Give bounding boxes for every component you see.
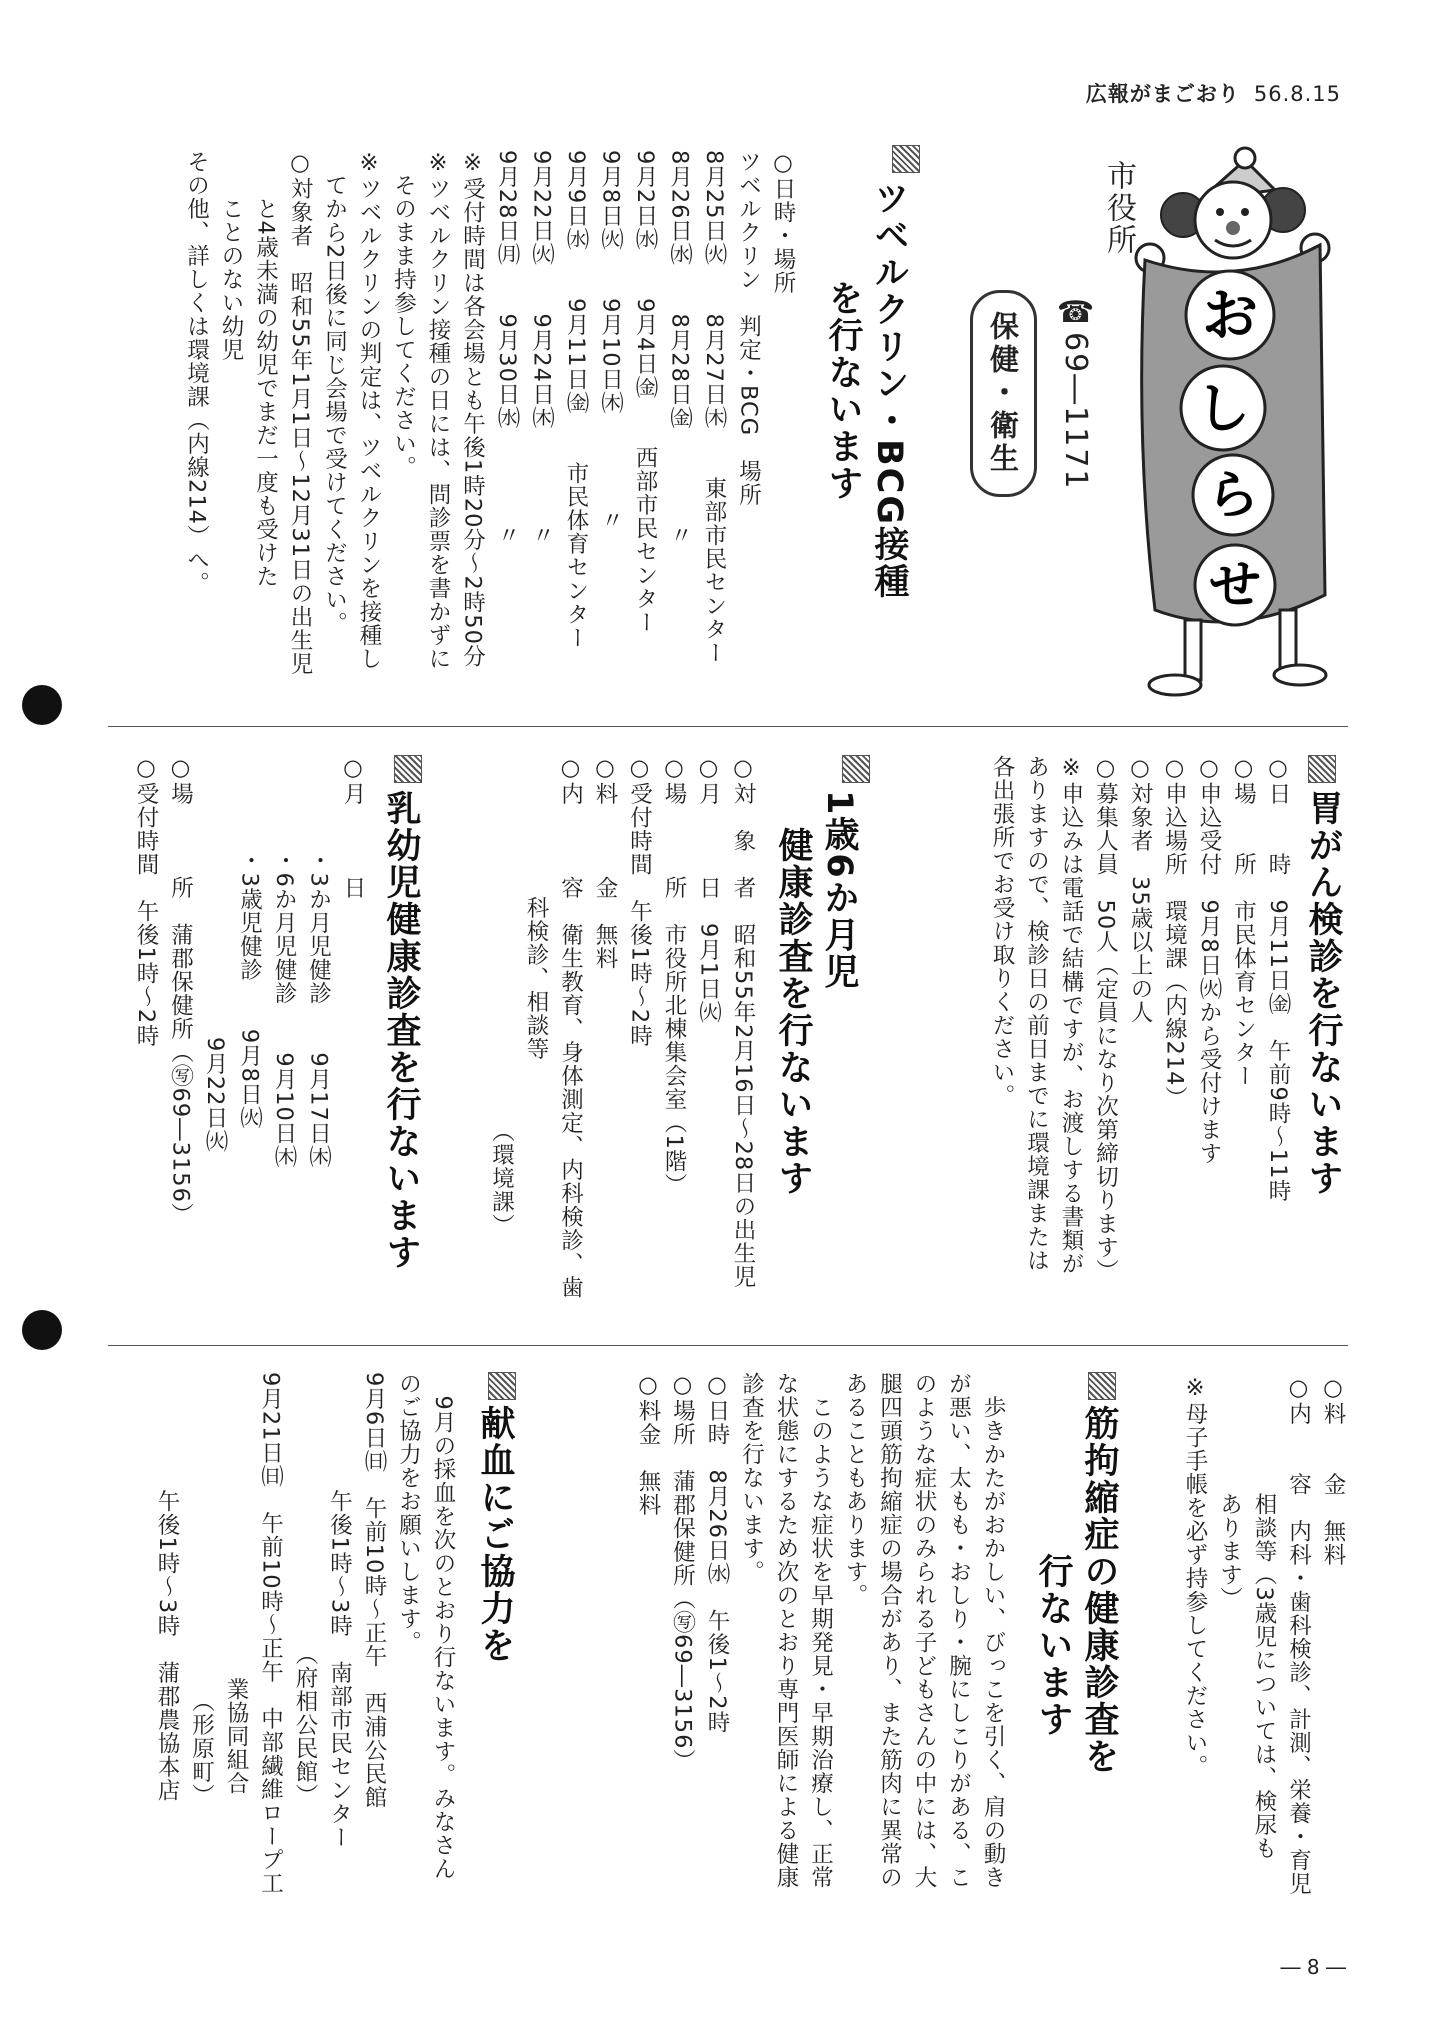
section-mark-infant (394, 755, 422, 783)
infant-line: ・3歳児健診 9月8日㈫ (236, 755, 263, 1130)
infant-cont-line: ○内 容 内科・歯科検診、計測、栄養・育児 (1285, 1375, 1312, 1896)
divider-upper (108, 726, 1348, 727)
category-badge: 保健・衛生 (970, 290, 1037, 497)
tuberculin-body (120, 150, 800, 710)
muscle-line: が悪い、太もも・おしり・腕にしこりがある、こ (945, 1372, 972, 1889)
infant-line: ・3か月児健診 9月17日㈭ (305, 755, 332, 1169)
tb-line: 9月22日㈫ 9月24日㈭ 〃 (528, 150, 555, 548)
tb-line: その他、詳しくは環境課（内線214）へ。 (183, 150, 210, 596)
infant-cont-line: 相談等（3歳児については、検尿も (1251, 1375, 1277, 1861)
muscle-line: あることもあります。 (842, 1372, 868, 1607)
tb-line: てから2日後に同じ会場で受けてください。 (321, 150, 348, 636)
blood-line: 9月の採血を次のとおり行ないます。みなさん (430, 1372, 456, 1881)
checkup18-line: （環境課） (488, 755, 515, 1238)
tb-line: ※受付時間は各会場とも午後1時20分～2時50分 (459, 150, 486, 669)
muscle-line: ○場所 蒲郡保健所（㊢69―3156） (669, 1372, 696, 1773)
tb-line: 8月26日㈬ 8月28日㈮ 〃 (666, 150, 693, 548)
publication-name: 広報がまごおり (1085, 82, 1240, 106)
mascot-letter-shi: し (1196, 377, 1250, 440)
gastric-line: ○申込受付 9月8日㈫から受付けます (1196, 755, 1222, 1166)
page-header (1086, 78, 1341, 108)
blood-body (120, 1372, 460, 1932)
tb-line: ○日時・場所 (770, 150, 796, 295)
oshirase-mascot-illustration (1105, 140, 1355, 700)
section-mark-blood (488, 1372, 516, 1400)
gastric-line: ※申込みは電話で結構ですが、お渡しする書類が (1058, 755, 1084, 1276)
infant-continued-body (1150, 1375, 1350, 1935)
mascot-letter-se: せ (1208, 556, 1262, 616)
muscle-line: のような症状のみられる子どもさんの中には、大 (911, 1372, 937, 1889)
gastric-body (915, 755, 1295, 1335)
infant-body (120, 755, 370, 1335)
checkup18-body (470, 755, 760, 1335)
muscle-title: 筋拘縮症の健康診査を 行ないます (1033, 1405, 1119, 1775)
page-number: ― 8 ― (1280, 1955, 1346, 1979)
gastric-title: 胃がん検診を行ないます (1303, 790, 1343, 1197)
gastric-line: 各出張所でお受け取りください。 (989, 755, 1015, 1108)
infant-title: 乳幼児健康診査を行ないます (381, 790, 421, 1271)
checkup18-line: 科検診、相談等 (523, 755, 549, 1061)
tb-line: ○対象者 昭和55年1月1日～12月31日の出生児 (287, 150, 313, 676)
checkup18-line: ○内 容 衛生教育、身体測定、内科検診、歯 (557, 755, 584, 1299)
muscle-line: ○日時 8月26日㈬ 午後1～2時 (704, 1372, 730, 1735)
checkup18-line: ○料 金 無料 (592, 755, 618, 970)
tb-line: 9月2日㈬ 9月4日㈮ 西部市民センター (632, 150, 658, 635)
blood-line: 午後1時～3時 南部市民センター (326, 1372, 353, 1850)
section-mark-tuberculin (892, 145, 920, 173)
blood-line: 業協同組合 (223, 1372, 249, 1795)
checkup18-line: ○場 所 市役所北棟集会室（1階） (661, 755, 687, 1197)
tb-line: と4歳未満の幼児でまだ一度も受けた (252, 150, 279, 589)
checkup18-line: ○月 日 9月1日㈫ (695, 755, 722, 1025)
gastric-line: ○対象者 35歳以上の人 (1127, 755, 1153, 1025)
infant-cont-line: ○料 金 無料 (1320, 1375, 1346, 1567)
infant-cont-line: あります） (1216, 1375, 1243, 1610)
tb-line: 9月8日㈫ 9月10日㈭ 〃 (597, 150, 624, 533)
gastric-line: ありますので、検診日の前日までに環境課または (1023, 755, 1050, 1272)
muscle-line: 腿四頭筋拘縮症の場合があり、また筋肉に異常の (876, 1372, 903, 1889)
checkup18-title: 1歳6か月児 健康診査を行ないます (773, 790, 859, 1197)
tb-line: ことのない幼児 (218, 150, 244, 362)
infant-line: ○受付時間 午後1時～2時 (133, 755, 159, 1048)
gastric-line: ○場 所 市民体育センター (1230, 755, 1257, 1088)
tb-line: ※ツベルクリンの判定は、ツベルクリンを接種し (356, 150, 382, 671)
tb-line: ※ツベルクリン接種の日には、問診票を書かずに (425, 150, 451, 671)
muscle-line: 診査を行ないます。 (738, 1372, 765, 1584)
blood-line: （形原町） (188, 1372, 215, 1808)
muscle-line: 歩きかたがおかしい、びっこを引く、肩の動き (980, 1372, 1006, 1889)
muscle-line: このような症状を早期発見・早期治療し、正常 (807, 1372, 834, 1889)
gastric-line: ○申込場所 環境課（内線214） (1161, 755, 1188, 1110)
blood-line: のご協力をお願いします。 (395, 1372, 422, 1654)
infant-line: ○場 所 蒲郡保健所（㊢69―3156） (167, 755, 194, 1227)
tb-line: 8月25日㈫ 8月27日㈭ 東部市民センター (701, 150, 727, 665)
office-phone: ☎69―1171 (1058, 295, 1093, 491)
tb-line: 9月28日㈪ 9月30日㈬ 〃 (494, 150, 520, 548)
binder-hole-top (22, 685, 62, 725)
infant-line: ・6か月児健診 9月10日㈭ (271, 755, 297, 1169)
office-name: 市役所 (1101, 160, 1136, 256)
section-mark-muscle (1088, 1372, 1116, 1400)
mascot-letter-ra: ら (1206, 466, 1260, 526)
blood-title: 献血にご協力を (475, 1405, 515, 1664)
mascot-letter-o: お (1202, 284, 1258, 349)
blood-line: （府相公民館） (292, 1372, 318, 1808)
muscle-line: ○料金 無料 (635, 1372, 661, 1517)
gastric-line: ○募集人員 50人（定員になり次第締切ります） (1092, 755, 1119, 1283)
tb-line: ツベルクリン 判定・BCG 場所 (735, 150, 762, 507)
blood-line: 9月6日㈰ 午前10時～正午 西浦公民館 (361, 1372, 387, 1810)
infant-line: 9月22日㈫ (202, 755, 228, 1154)
section-mark-gastric (1308, 755, 1336, 783)
muscle-body (540, 1372, 1010, 1932)
issue-date: 56.8.15 (1253, 82, 1341, 106)
binder-hole-bottom (22, 1310, 62, 1350)
tuberculin-title: ツベルクリン・BCG接種 を行ないます (823, 180, 909, 601)
checkup18-line: ○受付時間 午後1時～2時 (626, 755, 653, 1048)
gastric-line: ○日 時 9月11日㈮ 午前9時～11時 (1265, 755, 1291, 1203)
infant-line: ○月 日 (340, 755, 366, 900)
checkup18-line: ○対 象 者 昭和55年2月16日～28日の出生児 (730, 755, 756, 1289)
muscle-line: な状態にするため次のとおり専門医師による健康 (773, 1372, 799, 1889)
tb-line: そのまま持参してください。 (390, 150, 417, 479)
blood-line: 9月21日㈰ 午前10時～正午 中部繊維ロープ工 (257, 1372, 284, 1896)
tb-line: 9月9日㈬ 9月11日㈮ 市民体育センター (563, 150, 589, 650)
infant-cont-line: ※母子手帳を必ず持参してください。 (1182, 1375, 1208, 1778)
section-mark-checkup18 (842, 755, 870, 783)
divider-lower (108, 1345, 1348, 1346)
blood-line: 午後1時～3時 蒲郡農協本店 (154, 1372, 180, 1803)
